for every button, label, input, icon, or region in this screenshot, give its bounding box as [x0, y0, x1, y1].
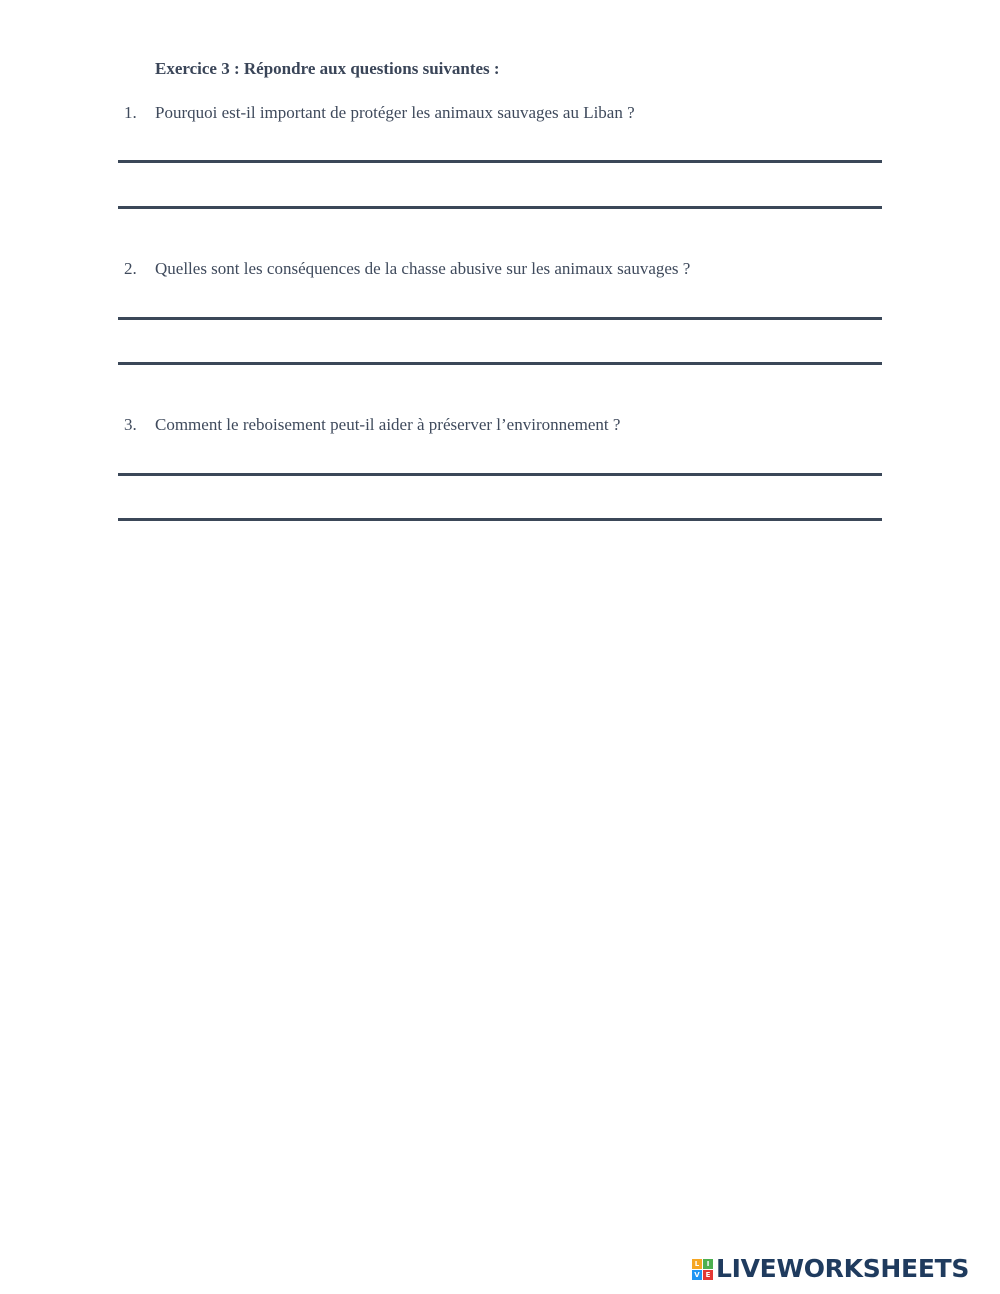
answer-line-3b[interactable]: [118, 518, 882, 521]
answer-line-2b[interactable]: [118, 362, 882, 365]
question-number: 3.: [124, 415, 137, 434]
question-number: 2.: [124, 259, 137, 278]
question-2: [124, 259, 690, 279]
answer-line-1b[interactable]: [118, 206, 882, 209]
logo-text: LIVEWORKSHEETS: [716, 1254, 970, 1283]
logo-mark-tile: I: [703, 1259, 713, 1269]
answer-line-3a[interactable]: [118, 473, 882, 476]
question-text: Pourquoi est-il important de protéger les animaux sauvages au Liban ?: [155, 103, 635, 122]
question-text: Quelles sont les conséquences de la chasse abusive sur les animaux sauvages ?: [155, 259, 691, 278]
question-1: [124, 103, 635, 123]
logo-mark-icon: [692, 1259, 713, 1280]
exercise-title: Exercice 3 : Répondre aux questions suivantes :: [155, 59, 500, 78]
answer-line-2a[interactable]: [118, 317, 882, 320]
liveworksheets-logo: [692, 1254, 969, 1284]
logo-mark-tile: V: [692, 1270, 702, 1280]
question-text: Comment le reboisement peut-il aider à préserver l’environnement ?: [155, 415, 621, 434]
question-number: 1.: [124, 103, 137, 122]
answer-line-1a[interactable]: [118, 160, 882, 163]
logo-mark-tile: E: [703, 1270, 713, 1280]
question-3: [124, 415, 620, 435]
logo-mark-tile: L: [692, 1259, 702, 1269]
